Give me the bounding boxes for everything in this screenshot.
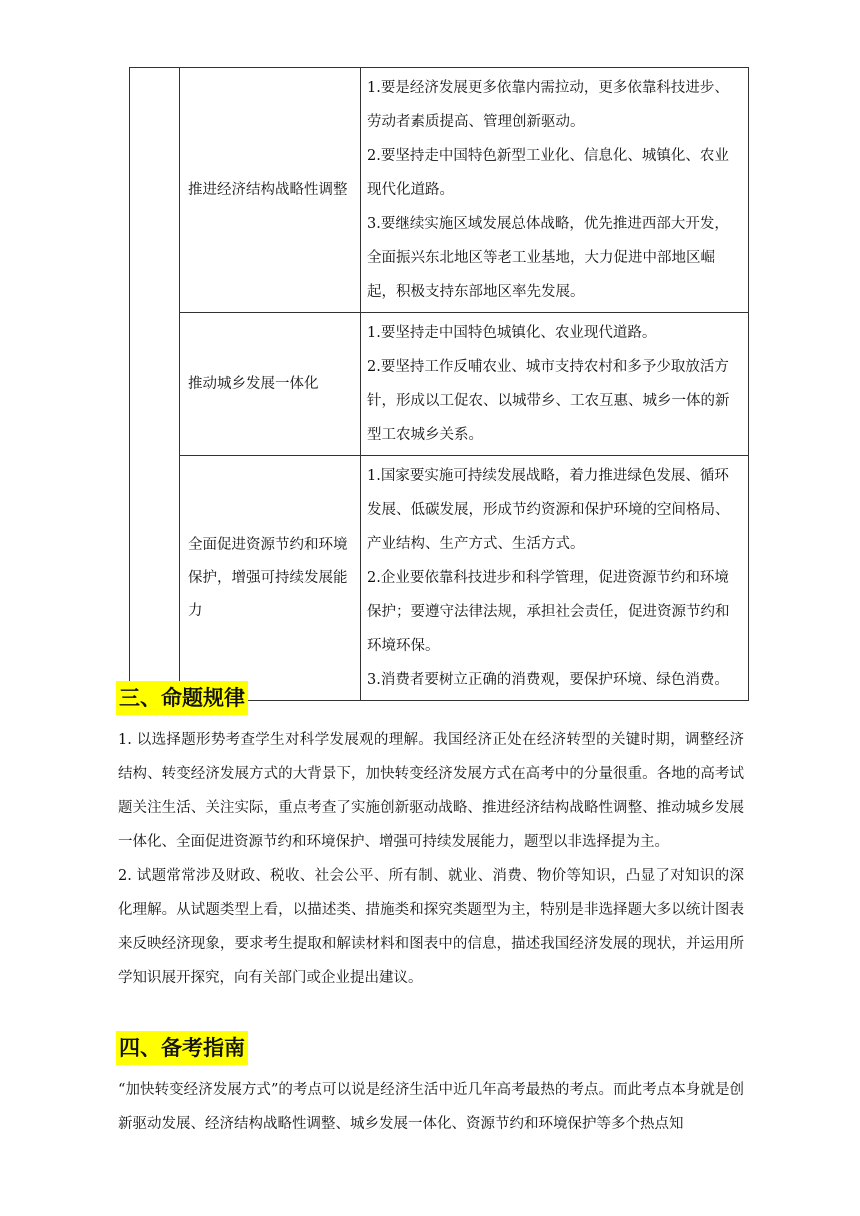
point: 2.要坚持工作反哺农业、城市支持农村和多予少取放活方针，形成以工促农、以城带乡、工农互惠、城乡一体的新型工农城乡关系。 <box>367 359 730 443</box>
merged-blank-cell <box>130 68 180 701</box>
topic-cell <box>180 68 361 313</box>
section-heading: 三、命题规律 <box>116 681 248 715</box>
points-cell <box>361 68 749 313</box>
point: 2.要坚持走中国特色新型工业化、信息化、城镇化、农业现代化道路。 <box>367 148 729 198</box>
table-row <box>130 456 749 701</box>
points-cell <box>361 456 749 701</box>
topic-text: 全面促进资源节约和环境保护，增强可持续发展能力 <box>188 536 348 619</box>
point: 1.国家要实施可持续发展战略，着力推进绿色发展、循环发展、低碳发展，形成节约资源和保护环境的空间格局、产业结构、生产方式、生活方式。 <box>367 468 730 552</box>
point: 3.要继续实施区域发展总体战略，优先推进西部大开发，全面振兴东北地区等老工业基地，大力促进中部地区崛起，积极支持东部地区率先发展。 <box>367 216 729 300</box>
point: 3.消费者要树立正确的消费观，要保护环境、绿色消费。 <box>367 672 729 688</box>
section-heading: 四、备考指南 <box>116 1031 248 1065</box>
topic-cell <box>180 313 361 456</box>
paragraph: 2. 试题常常涉及财政、税收、社会公平、所有制、就业、消费、物价等知识，凸显了对知识的深化理解。从试题类型上看，以描述类、措施类和探究类题型为主，特别是非选择题大多以统计图表来反映经济现象，要求考生提取和解读材料和图表中的信息，描述我国经济发展的现状，并运用所学知识展开探究，向有关部门或企业提出建议。 <box>118 868 744 986</box>
table-row <box>130 68 749 313</box>
points-cell <box>361 313 749 456</box>
summary-table <box>129 67 749 701</box>
topic-text: 推动城乡发展一体化 <box>188 375 319 392</box>
paragraph: 1. 以选择题形势考查学生对科学发展观的理解。我国经济正处在经济转型的关键时期，调整经济结构、转变经济发展方式的大背景下，加快转变经济发展方式在高考中的分量很重。各地的高考试题关注生活、关注实际，重点考查了实施创新驱动战略、推进经济结构战略性调整、推动城乡发展一体化、全面促进资源节约和环境保护、增强可持续发展能力，题型以非选择提为主。 <box>118 732 744 850</box>
point: 2.企业要依靠科技进步和科学管理，促进资源节约和环境保护；要遵守法律法规，承担社会责任，促进资源节约和环境环保。 <box>367 570 730 654</box>
point: 1.要是经济发展更多依靠内需拉动，更多依靠科技进步、劳动者素质提高、管理创新驱动。 <box>367 80 729 130</box>
topic-cell <box>180 456 361 701</box>
paragraph: “加快转变经济发展方式”的考点可以说是经济生活中近几年高考最热的考点。而此考点本身就是创新驱动发展、经济结构战略性调整、城乡发展一体化、资源节约和环境保护等多个热点知 <box>118 1082 744 1132</box>
section-body <box>118 1073 744 1209</box>
topic-text: 推进经济结构战略性调整 <box>188 181 348 198</box>
section-body <box>118 723 744 995</box>
table-row <box>130 313 749 456</box>
point: 1.要坚持走中国特色城镇化、农业现代道路。 <box>367 325 657 341</box>
